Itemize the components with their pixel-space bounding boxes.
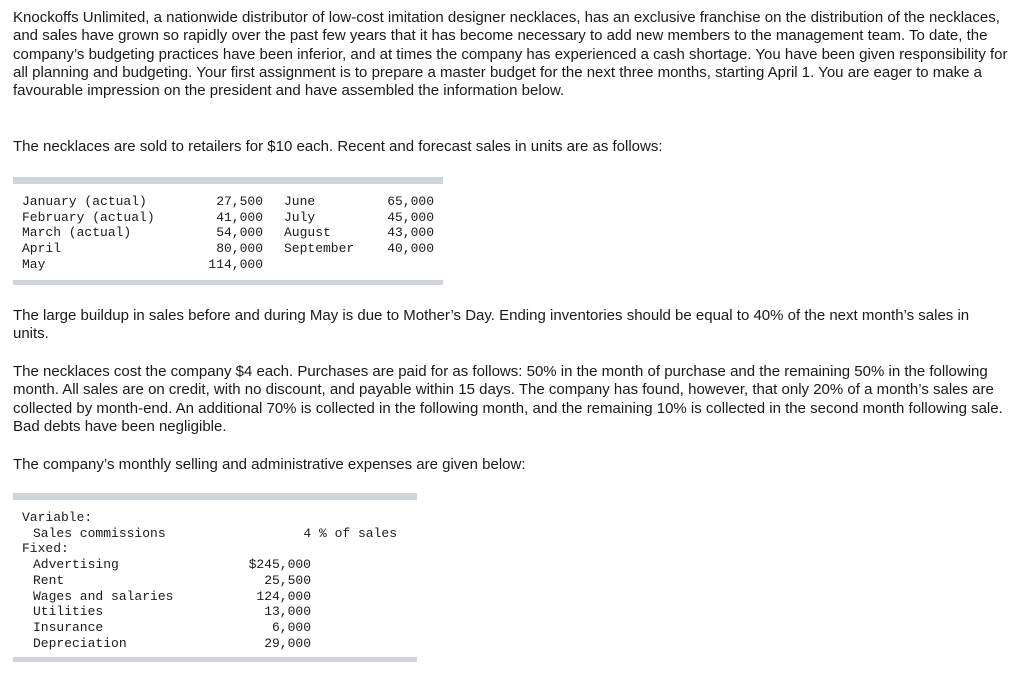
expense-value: 29,000 <box>264 635 311 651</box>
price-paragraph: The necklaces are sold to retailers for $10 each. Recent and forecast sales in units are as follows: <box>13 138 663 155</box>
sales-units-value: 27,500 <box>216 194 263 209</box>
sales-month-label: August <box>284 225 331 241</box>
sales-units-value: 40,000 <box>387 241 434 257</box>
expense-label: Sales commissions <box>33 525 166 541</box>
intro-paragraph: Knockoffs Unlimited, a nationwide distributor of low-cost imitation designer necklaces, has an exclusive franchise on the distribution of the necklaces, and sales have grown so rapidly over the past few years that it has become necessary to add new members to the management team. To date, the company’s budgeting practices have been inferior, and at times the company has experienced a cash shortage. You have been given responsibility for all planning and budgeting. Your first assignment is to prepare a master budget for the next three months, starting April 1. You are eager to make a favourable impression on the president and have assembled the information below. <box>13 9 1008 100</box>
sales-month-label: July <box>284 209 316 225</box>
sales-month-label: January (actual) <box>22 194 147 209</box>
sales-units-value: 54,000 <box>216 225 263 241</box>
expense-value: 25,500 <box>264 572 311 588</box>
sales-forecast-table <box>13 177 443 285</box>
sales-month-label: April <box>22 241 62 257</box>
sales-month-label: September <box>284 241 355 257</box>
expense-value: $245,000 <box>248 557 311 573</box>
commission-rate-value: 4 % of sales <box>303 525 397 541</box>
sales-units-value: 43,000 <box>387 225 434 241</box>
expense-label: Advertising <box>33 557 119 573</box>
sales-month-label: February (actual) <box>22 209 155 225</box>
costs-paragraph: The necklaces cost the company $4 each. Purchases are paid for as follows: 50% in the month of purchase and the remaining 50% in the following month. All sales are on credit, with no discount, and payable within 15 days. The company has found, however, that only 20% of a month’s sales are collected by month-end. An additional 70% is collected in the following month, and the remaining 10% is collected in the second month following sale. Bad debts have been negligible. <box>13 363 1003 435</box>
sales-month-label: June <box>284 194 316 209</box>
expense-value: 124,000 <box>256 588 311 604</box>
sales-units-value: 80,000 <box>216 241 263 257</box>
sales-units-value: 41,000 <box>216 209 263 225</box>
fixed-heading: Fixed: <box>22 541 69 557</box>
expense-label: Utilities <box>33 604 104 620</box>
expense-value: 13,000 <box>264 604 311 620</box>
variable-heading: Variable: <box>22 510 93 525</box>
sales-month-label: May <box>22 256 46 272</box>
expenses-intro-paragraph: The company’s monthly selling and administrative expenses are given below: <box>13 456 526 473</box>
expense-label: Insurance <box>33 619 104 635</box>
inventory-paragraph: The large buildup in sales before and during May is due to Mother’s Day. Ending inventories should be equal to 40% of the next month’s sales in units. <box>13 307 970 343</box>
expense-label: Wages and salaries <box>33 588 174 604</box>
expense-label: Rent <box>33 572 65 588</box>
sales-units-value: 65,000 <box>387 194 434 209</box>
sales-units-value: 45,000 <box>387 209 434 225</box>
expense-value: 6,000 <box>271 619 311 635</box>
sales-month-label: March (actual) <box>22 225 132 241</box>
expense-label: Depreciation <box>33 635 127 651</box>
sales-units-value: 114,000 <box>208 256 263 272</box>
expense-table <box>13 493 417 662</box>
